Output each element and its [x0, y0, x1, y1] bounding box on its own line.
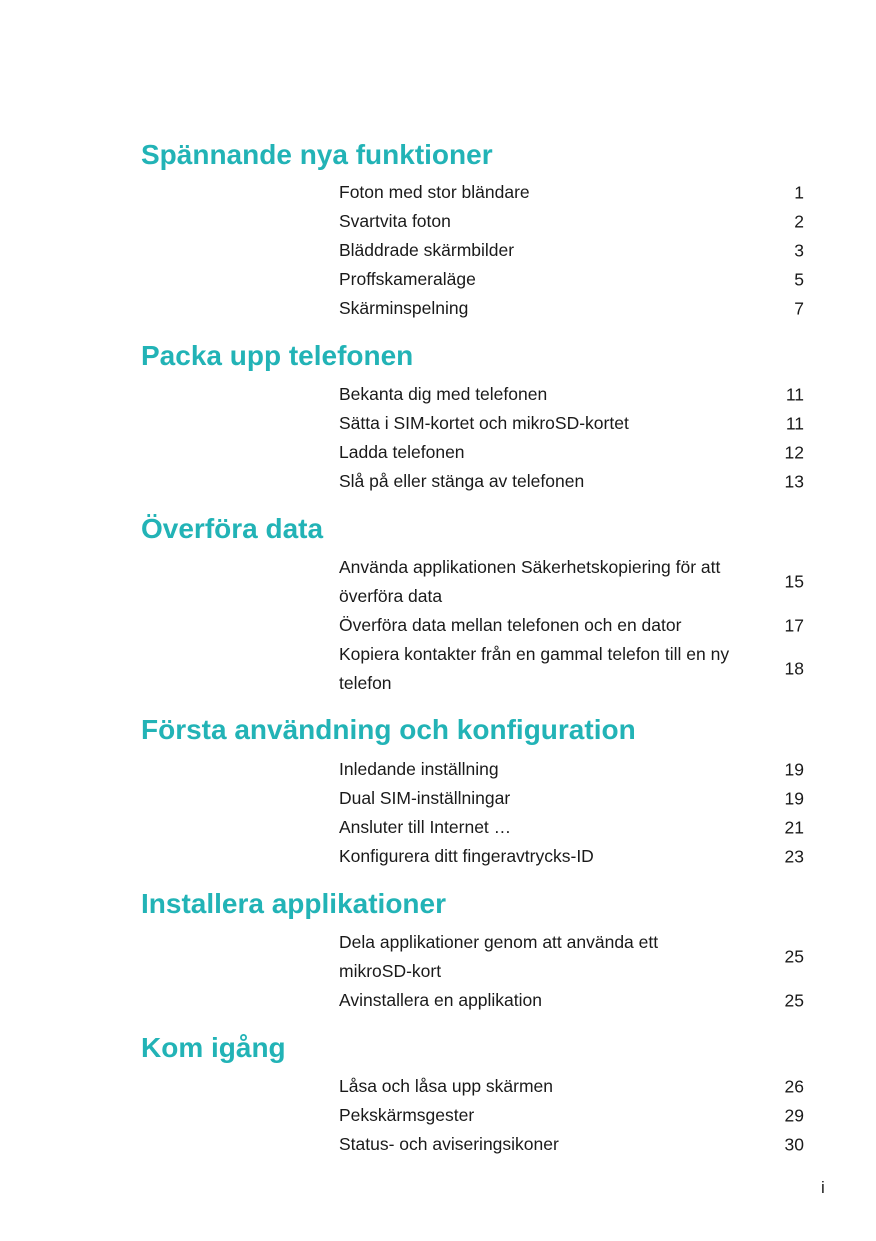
toc-entry-page: 19: [784, 759, 804, 779]
toc-entry-page: 17: [784, 615, 804, 635]
toc-entry-title: Inledande inställning: [339, 759, 499, 779]
toc-entry-title: Svartvita foton: [339, 211, 451, 231]
toc-entry-page: 25: [784, 946, 804, 967]
toc-entry-title: Proffskameraläge: [339, 269, 476, 289]
toc-entry[interactable]: [339, 380, 804, 409]
toc-entry-title: Överföra data mellan telefonen och en dator: [339, 615, 682, 635]
section-heading: Kom igång: [141, 1032, 286, 1063]
toc-entry-page: 5: [794, 269, 804, 289]
toc-entry[interactable]: [339, 438, 804, 467]
toc-entry-title: Ansluter till Internet …: [339, 817, 512, 837]
toc-entry-page: 30: [784, 1134, 804, 1154]
toc-entry[interactable]: [339, 986, 804, 1015]
toc-entry-page: 2: [794, 211, 804, 231]
section-heading: Installera applikationer: [141, 888, 446, 919]
toc-entry[interactable]: [339, 1072, 804, 1101]
toc-entry-title: Låsa och låsa upp skärmen: [339, 1076, 554, 1096]
toc-entry[interactable]: [339, 1130, 804, 1159]
toc-entry-page: 7: [794, 298, 804, 318]
toc-entry-page: 19: [784, 788, 804, 808]
toc-entry-title: Bläddrade skärmbilder: [339, 240, 515, 260]
toc-entry[interactable]: [339, 842, 804, 871]
toc-entry-page: 12: [784, 442, 804, 462]
toc-entry[interactable]: [339, 178, 804, 207]
toc-entry-page: 23: [784, 846, 804, 866]
toc-entry-title: Bekanta dig med telefonen: [339, 384, 548, 404]
toc-entry-page: 21: [784, 817, 804, 837]
toc-entry-page: 15: [784, 571, 804, 592]
toc-entry-page: 25: [784, 990, 804, 1010]
toc-entry-title: Kopiera kontakter från en gammal telefon till en ny telefon: [339, 644, 730, 693]
toc-entry-title: Slå på eller stänga av telefonen: [339, 471, 585, 491]
toc-entry-title: Pekskärmsgester: [339, 1105, 475, 1125]
toc-entry-title: Dual SIM-inställningar: [339, 788, 511, 808]
section-heading: Överföra data: [141, 513, 324, 544]
toc-entry[interactable]: [339, 784, 804, 813]
toc-entry-page: 29: [784, 1105, 804, 1125]
toc-entry[interactable]: [339, 640, 804, 698]
toc-entry[interactable]: [339, 294, 804, 323]
toc-entry-title: Dela applikationer genom att använda ett mikroSD-kort: [339, 932, 659, 981]
toc-entry[interactable]: [339, 409, 804, 438]
section-heading: Första användning och konfiguration: [141, 714, 636, 745]
toc-entry-title: Skärminspelning: [339, 298, 469, 318]
toc-entry[interactable]: [339, 553, 804, 611]
toc-entry[interactable]: [339, 813, 804, 842]
toc-entry-page: 11: [785, 413, 804, 433]
toc-entry-title: Använda applikationen Säkerhetskopiering för att överföra data: [339, 557, 721, 606]
toc-entry[interactable]: [339, 611, 804, 640]
toc-entry-title: Avinstallera en applikation: [339, 990, 543, 1010]
toc-entry-title: Status- och aviseringsikoner: [339, 1134, 559, 1154]
toc-entry[interactable]: [339, 207, 804, 236]
toc-entry[interactable]: [339, 467, 804, 496]
toc-entry-page: 1: [794, 182, 804, 202]
toc-entry[interactable]: [339, 1101, 804, 1130]
toc-entry-title: Ladda telefonen: [339, 442, 465, 462]
toc-entry-page: 18: [784, 658, 804, 679]
toc-entry-page: 3: [794, 240, 804, 260]
footer-page-number: i: [821, 1178, 825, 1197]
toc-entry[interactable]: [339, 928, 804, 986]
toc-entry-title: Konfigurera ditt fingeravtrycks-ID: [339, 846, 594, 866]
toc-entry[interactable]: [339, 236, 804, 265]
section-heading: Spännande nya funktioner: [141, 139, 493, 170]
toc-entry[interactable]: [339, 265, 804, 294]
toc-entry-page: 11: [785, 384, 804, 404]
toc-entry-title: Sätta i SIM-kortet och mikroSD-kortet: [339, 413, 629, 433]
toc-entry-page: 13: [784, 471, 804, 491]
toc-entry-title: Foton med stor bländare: [339, 182, 530, 202]
toc-entry[interactable]: [339, 755, 804, 784]
section-heading: Packa upp telefonen: [141, 340, 414, 371]
toc-entry-page: 26: [784, 1076, 804, 1096]
